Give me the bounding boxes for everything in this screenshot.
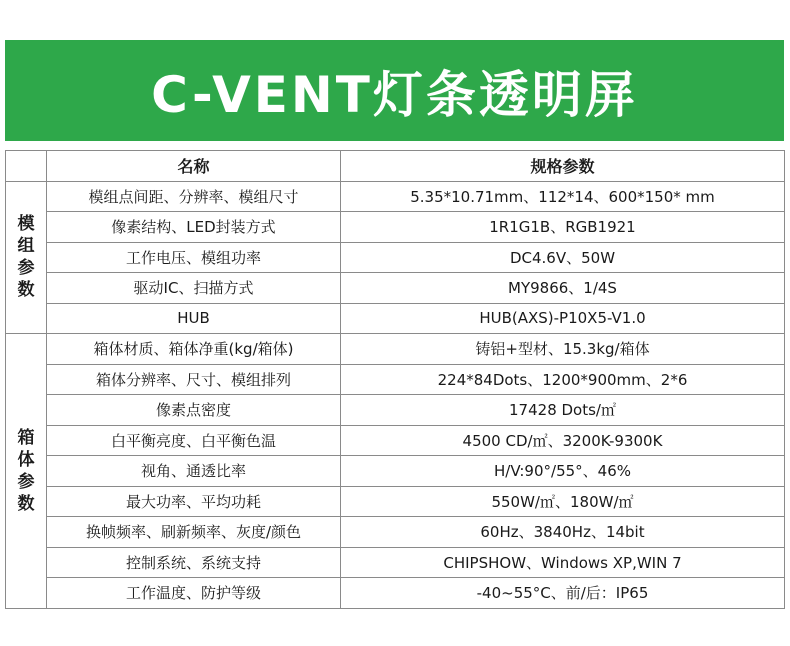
- spec-value: -40~55°C、前/后：IP65: [341, 578, 785, 609]
- spec-value: 60Hz、3840Hz、14bit: [341, 517, 785, 548]
- table-row: [6, 578, 785, 609]
- spec-name: 工作温度、防护等级: [47, 578, 341, 609]
- title-banner: [5, 40, 784, 141]
- table-header-row: [6, 151, 785, 182]
- column-header-value: 规格参数: [341, 151, 785, 182]
- table-row: [6, 395, 785, 426]
- spec-name: 白平衡亮度、白平衡色温: [47, 425, 341, 456]
- spec-name: 换帧频率、刷新频率、灰度/颜色: [47, 517, 341, 548]
- table-row: [6, 181, 785, 212]
- spec-name: 箱体材质、箱体净重(kg/箱体): [47, 334, 341, 365]
- spec-value: H/V:90°/55°、46%: [341, 456, 785, 487]
- table-row: [6, 303, 785, 334]
- table-row: [6, 273, 785, 304]
- spec-name: 像素结构、LED封装方式: [47, 212, 341, 243]
- spec-name: 最大功率、平均功耗: [47, 486, 341, 517]
- group-label-cabinet: 箱 体 参 数: [6, 334, 47, 609]
- spec-value: 224*84Dots、1200*900mm、2*6: [341, 364, 785, 395]
- table-row: [6, 517, 785, 548]
- table-row: [6, 486, 785, 517]
- spec-name: 箱体分辨率、尺寸、模组排列: [47, 364, 341, 395]
- spec-value: 17428 Dots/㎡: [341, 395, 785, 426]
- table-row: [6, 212, 785, 243]
- table-row: [6, 242, 785, 273]
- column-header-name: 名称: [47, 151, 341, 182]
- spec-table: [5, 150, 785, 609]
- spec-value: DC4.6V、50W: [341, 242, 785, 273]
- table-row: [6, 547, 785, 578]
- spec-value: CHIPSHOW、Windows XP,WIN 7: [341, 547, 785, 578]
- spec-value: 5.35*10.71mm、112*14、600*150* mm: [341, 181, 785, 212]
- spec-name: 视角、通透比率: [47, 456, 341, 487]
- page-title: C-VENT灯条透明屏: [151, 65, 638, 124]
- spec-name: 像素点密度: [47, 395, 341, 426]
- spec-value: 550W/㎡、180W/㎡: [341, 486, 785, 517]
- spec-value: MY9866、1/4S: [341, 273, 785, 304]
- spec-value: HUB(AXS)-P10X5-V1.0: [341, 303, 785, 334]
- group-label-module: 模 组 参 数: [6, 181, 47, 334]
- table-row: [6, 364, 785, 395]
- spec-name: 模组点间距、分辨率、模组尺寸: [47, 181, 341, 212]
- spec-name: 工作电压、模组功率: [47, 242, 341, 273]
- spec-name: HUB: [47, 303, 341, 334]
- table-row: [6, 425, 785, 456]
- corner-cell: [6, 151, 47, 182]
- table-row: [6, 334, 785, 365]
- table-row: [6, 456, 785, 487]
- spec-name: 驱动IC、扫描方式: [47, 273, 341, 304]
- spec-value: 铸铝+型材、15.3kg/箱体: [341, 334, 785, 365]
- spec-value: 1R1G1B、RGB1921: [341, 212, 785, 243]
- spec-name: 控制系统、系统支持: [47, 547, 341, 578]
- spec-value: 4500 CD/㎡、3200K-9300K: [341, 425, 785, 456]
